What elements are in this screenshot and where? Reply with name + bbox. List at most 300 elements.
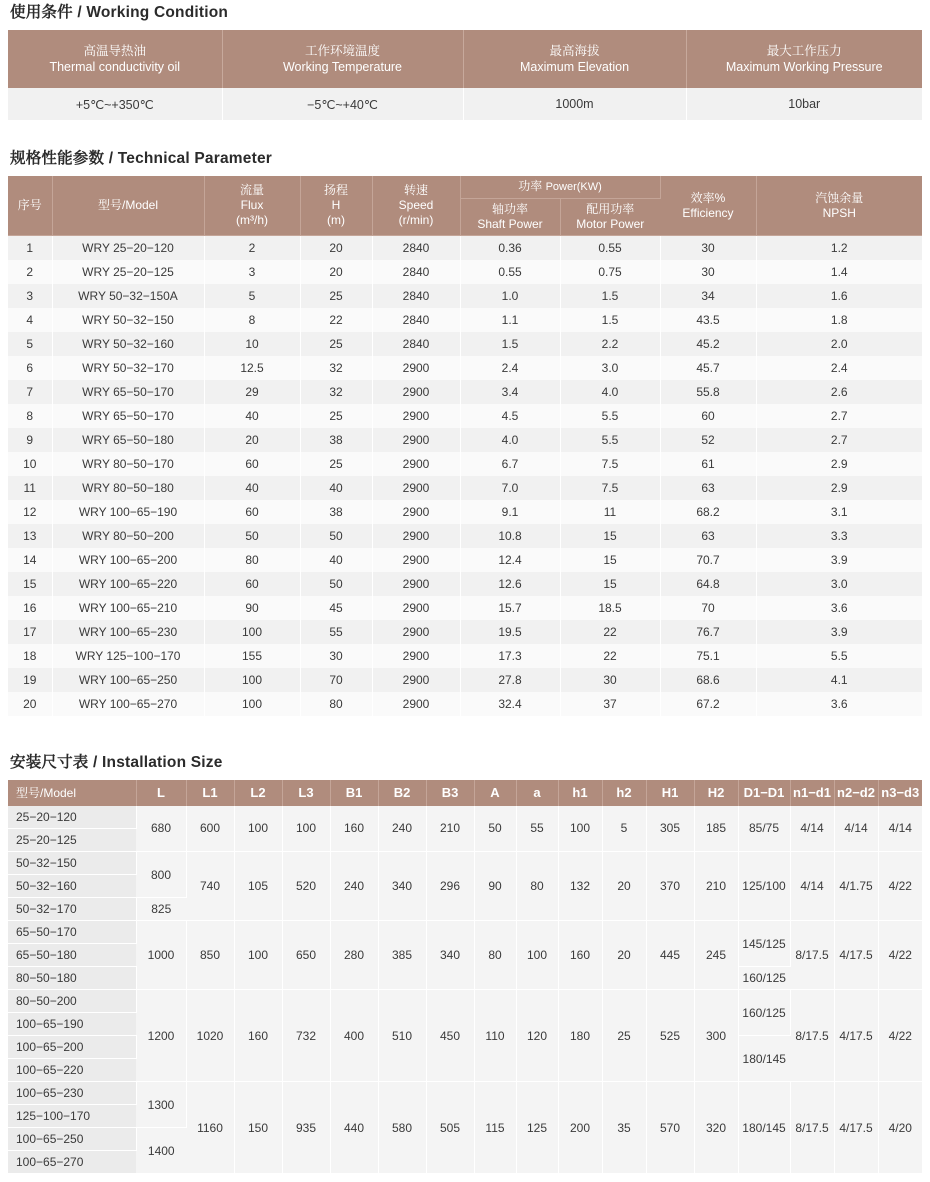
tp-cell-shaft: 1.5	[460, 332, 560, 356]
tp-cell-model: WRY 100−65−220	[52, 572, 204, 596]
tp-cell-flux: 8	[204, 308, 300, 332]
tp-cell-motor: 1.5	[560, 284, 660, 308]
tp-cell-speed: 2840	[372, 260, 460, 284]
tp-cell-head: 40	[300, 548, 372, 572]
tp-cell-motor: 15	[560, 548, 660, 572]
tp-cell-eff: 70	[660, 596, 756, 620]
is-cell-model: 65−50−170	[8, 921, 136, 944]
tp-cell-eff: 45.7	[660, 356, 756, 380]
tp-cell-model: WRY 100−65−190	[52, 500, 204, 524]
tp-cell-no: 15	[8, 572, 52, 596]
table-row	[8, 668, 922, 692]
tp-cell-model: WRY 80−50−200	[52, 524, 204, 548]
working-condition-title-en: / Working Condition	[77, 4, 229, 21]
is-header-l1: L1	[186, 780, 234, 806]
is-cell-L1: 600	[186, 806, 234, 852]
is-header-b2: B2	[378, 780, 426, 806]
tp-header-head	[300, 176, 372, 236]
table-row	[8, 1082, 922, 1105]
is-cell-D1: 125/100	[738, 852, 790, 921]
tp-cell-eff: 30	[660, 260, 756, 284]
tp-cell-model: WRY 100−65−210	[52, 596, 204, 620]
is-cell-model: 25−20−125	[8, 829, 136, 852]
tp-cell-npsh: 2.6	[756, 380, 922, 404]
is-cell-model: 25−20−120	[8, 806, 136, 829]
tp-cell-head: 70	[300, 668, 372, 692]
tp-header-power-group	[460, 176, 660, 199]
tp-cell-head: 32	[300, 380, 372, 404]
is-cell-L1: 740	[186, 852, 234, 921]
is-header-n3-d3: n3−d3	[878, 780, 922, 806]
is-cell-D1: 180/145	[738, 1036, 790, 1082]
tp-cell-speed: 2840	[372, 308, 460, 332]
table-row	[8, 404, 922, 428]
technical-parameter-title-en: / Technical Parameter	[108, 150, 273, 167]
tp-cell-shaft: 15.7	[460, 596, 560, 620]
is-cell-n3: 4/22	[878, 990, 922, 1082]
tp-cell-shaft: 32.4	[460, 692, 560, 716]
is-cell-L2: 160	[234, 990, 282, 1082]
tp-cell-motor: 30	[560, 668, 660, 692]
wc-header-cn: 最大工作压力	[766, 44, 842, 58]
tp-cell-motor: 15	[560, 524, 660, 548]
tp-cell-shaft: 0.55	[460, 260, 560, 284]
tp-cell-no: 5	[8, 332, 52, 356]
is-cell-B1: 400	[330, 990, 378, 1082]
is-cell-n3: 4/14	[878, 806, 922, 852]
tp-cell-model: WRY 25−20−120	[52, 236, 204, 260]
tp-cell-npsh: 3.3	[756, 524, 922, 548]
tp-cell-eff: 55.8	[660, 380, 756, 404]
is-cell-D1: 160/125	[738, 967, 790, 990]
tp-cell-head: 25	[300, 284, 372, 308]
is-cell-model: 50−32−170	[8, 898, 136, 921]
tp-header-npsh-en: NPSH	[822, 205, 856, 220]
tp-cell-model: WRY 50−32−150A	[52, 284, 204, 308]
tp-cell-speed: 2840	[372, 236, 460, 260]
tp-cell-eff: 61	[660, 452, 756, 476]
tp-header-flux-cn: 流量	[239, 183, 264, 197]
tp-header-speed-unit: (r/min)	[398, 213, 434, 227]
tp-cell-no: 18	[8, 644, 52, 668]
tp-cell-npsh: 5.5	[756, 644, 922, 668]
is-cell-a: 125	[516, 1082, 558, 1174]
wc-value: −5℃~+40℃	[222, 88, 463, 120]
is-cell-h1: 132	[558, 852, 602, 921]
tp-header-shaft-en: Shaft Power	[477, 217, 543, 231]
is-cell-H2: 320	[694, 1082, 738, 1174]
wc-header-en: Maximum Elevation	[519, 60, 630, 74]
is-cell-n3: 4/22	[878, 921, 922, 990]
tp-cell-model: WRY 65−50−170	[52, 380, 204, 404]
tp-cell-no: 12	[8, 500, 52, 524]
tp-header-flux	[204, 176, 300, 236]
tp-header-npsh-cn: 汽蚀余量	[815, 190, 864, 205]
wc-header-cell	[686, 30, 922, 88]
tp-header-npsh	[756, 176, 922, 236]
tp-cell-no: 3	[8, 284, 52, 308]
tp-cell-npsh: 2.9	[756, 476, 922, 500]
is-cell-B1: 280	[330, 921, 378, 990]
tp-cell-flux: 90	[204, 596, 300, 620]
tp-cell-npsh: 1.2	[756, 236, 922, 260]
is-cell-B3: 340	[426, 921, 474, 990]
tp-cell-eff: 76.7	[660, 620, 756, 644]
is-cell-L2: 150	[234, 1082, 282, 1174]
is-cell-B2: 240	[378, 806, 426, 852]
installation-size-body	[8, 806, 922, 1174]
is-cell-B1: 440	[330, 1082, 378, 1174]
tp-cell-flux: 100	[204, 692, 300, 716]
tp-cell-motor: 0.55	[560, 236, 660, 260]
is-cell-model: 50−32−160	[8, 875, 136, 898]
tp-header-motor-cn: 配用功率	[586, 202, 635, 216]
is-cell-L: 800	[136, 852, 186, 898]
tp-cell-model: WRY 50−32−170	[52, 356, 204, 380]
tp-cell-shaft: 19.5	[460, 620, 560, 644]
is-cell-L: 680	[136, 806, 186, 852]
is-cell-B2: 385	[378, 921, 426, 990]
tp-cell-eff: 67.2	[660, 692, 756, 716]
table-row	[8, 88, 922, 120]
tp-cell-shaft: 12.6	[460, 572, 560, 596]
tp-cell-model: WRY 100−65−200	[52, 548, 204, 572]
tp-cell-speed: 2900	[372, 668, 460, 692]
tp-cell-flux: 5	[204, 284, 300, 308]
table-row	[8, 692, 922, 716]
table-row	[8, 284, 922, 308]
table-row	[8, 620, 922, 644]
is-cell-L1: 1160	[186, 1082, 234, 1174]
tp-cell-shaft: 4.0	[460, 428, 560, 452]
is-cell-L: 1200	[136, 990, 186, 1082]
installation-size-title-cn: 安装尺寸表	[10, 753, 89, 771]
is-cell-n2: 4/14	[834, 806, 878, 852]
is-cell-L3: 935	[282, 1082, 330, 1174]
is-cell-model: 100−65−230	[8, 1082, 136, 1105]
tp-cell-shaft: 0.36	[460, 236, 560, 260]
tp-cell-shaft: 17.3	[460, 644, 560, 668]
is-cell-n1: 8/17.5	[790, 990, 834, 1082]
tp-cell-speed: 2900	[372, 404, 460, 428]
tp-cell-no: 4	[8, 308, 52, 332]
is-header-l3: L3	[282, 780, 330, 806]
tp-cell-npsh: 2.0	[756, 332, 922, 356]
tp-cell-eff: 68.2	[660, 500, 756, 524]
wc-value: 1000m	[463, 88, 686, 120]
installation-size-table	[8, 780, 922, 1175]
tp-cell-no: 14	[8, 548, 52, 572]
tp-cell-shaft: 27.8	[460, 668, 560, 692]
tp-cell-head: 50	[300, 524, 372, 548]
tp-cell-eff: 45.2	[660, 332, 756, 356]
tp-cell-npsh: 1.8	[756, 308, 922, 332]
technical-parameter-title-cn: 规格性能参数	[10, 150, 105, 167]
is-header-l: L	[136, 780, 186, 806]
tp-cell-flux: 29	[204, 380, 300, 404]
is-cell-H2: 210	[694, 852, 738, 921]
tp-cell-model: WRY 65−50−180	[52, 428, 204, 452]
tp-cell-shaft: 7.0	[460, 476, 560, 500]
is-cell-D1: 180/145	[738, 1082, 790, 1174]
wc-header-en: Thermal conductivity oil	[49, 60, 181, 74]
is-cell-n2: 4/17.5	[834, 1082, 878, 1174]
is-header-a: a	[516, 780, 558, 806]
tp-header-power-en: Power(KW)	[545, 181, 602, 193]
tp-cell-motor: 11	[560, 500, 660, 524]
tp-cell-motor: 5.5	[560, 428, 660, 452]
is-cell-B2: 580	[378, 1082, 426, 1174]
tp-cell-flux: 40	[204, 476, 300, 500]
tp-cell-no: 1	[8, 236, 52, 260]
tp-header-flux-unit: (m³/h)	[236, 213, 268, 227]
tp-cell-model: WRY 80−50−180	[52, 476, 204, 500]
is-cell-L3: 520	[282, 852, 330, 921]
is-cell-A: 90	[474, 852, 516, 921]
table-header-row	[8, 30, 922, 88]
is-cell-h1: 200	[558, 1082, 602, 1174]
is-cell-L3: 100	[282, 806, 330, 852]
is-cell-H1: 525	[646, 990, 694, 1082]
is-cell-model: 100−65−250	[8, 1128, 136, 1151]
tp-cell-npsh: 4.1	[756, 668, 922, 692]
wc-header-cn: 高温导热油	[83, 44, 146, 58]
tp-cell-no: 11	[8, 476, 52, 500]
tp-cell-npsh: 3.0	[756, 572, 922, 596]
tp-cell-head: 25	[300, 452, 372, 476]
is-header-model: 型号/Model	[8, 780, 136, 806]
wc-header-cell	[463, 30, 686, 88]
tp-cell-flux: 60	[204, 452, 300, 476]
tp-cell-no: 6	[8, 356, 52, 380]
tp-cell-speed: 2900	[372, 644, 460, 668]
tp-cell-flux: 40	[204, 404, 300, 428]
tp-cell-motor: 7.5	[560, 476, 660, 500]
table-row	[8, 644, 922, 668]
is-header-b1: B1	[330, 780, 378, 806]
tp-cell-motor: 5.5	[560, 404, 660, 428]
is-cell-A: 50	[474, 806, 516, 852]
is-cell-B1: 160	[330, 806, 378, 852]
is-cell-h2: 35	[602, 1082, 646, 1174]
is-cell-L2: 100	[234, 921, 282, 990]
tp-cell-npsh: 3.1	[756, 500, 922, 524]
tp-cell-no: 17	[8, 620, 52, 644]
wc-value: +5℃~+350℃	[8, 88, 222, 120]
tp-cell-model: WRY 125−100−170	[52, 644, 204, 668]
is-cell-L3: 650	[282, 921, 330, 990]
is-cell-B3: 450	[426, 990, 474, 1082]
tp-cell-motor: 22	[560, 644, 660, 668]
tp-cell-speed: 2840	[372, 332, 460, 356]
is-cell-B3: 505	[426, 1082, 474, 1174]
tp-cell-speed: 2900	[372, 524, 460, 548]
tp-cell-head: 25	[300, 404, 372, 428]
tp-cell-speed: 2900	[372, 500, 460, 524]
is-cell-n3: 4/20	[878, 1082, 922, 1174]
is-cell-B2: 340	[378, 852, 426, 921]
tp-header-motor-power	[560, 199, 660, 236]
table-header-row	[8, 780, 922, 806]
tp-cell-eff: 68.6	[660, 668, 756, 692]
tp-cell-head: 38	[300, 500, 372, 524]
tp-header-motor-en: Motor Power	[576, 217, 645, 231]
tp-cell-speed: 2900	[372, 476, 460, 500]
installation-size-title	[10, 750, 922, 772]
is-cell-model: 65−50−180	[8, 944, 136, 967]
table-row	[8, 572, 922, 596]
tp-cell-flux: 2	[204, 236, 300, 260]
is-cell-model: 100−65−200	[8, 1036, 136, 1059]
tp-cell-eff: 75.1	[660, 644, 756, 668]
table-row	[8, 236, 922, 260]
is-cell-h2: 20	[602, 852, 646, 921]
is-cell-D1: 85/75	[738, 806, 790, 852]
is-header-a: A	[474, 780, 516, 806]
tp-cell-flux: 100	[204, 620, 300, 644]
is-cell-model: 100−65−220	[8, 1059, 136, 1082]
table-row	[8, 596, 922, 620]
is-cell-a: 100	[516, 921, 558, 990]
wc-header-en: Working Temperature	[282, 60, 403, 74]
is-cell-H1: 445	[646, 921, 694, 990]
is-cell-model: 50−32−150	[8, 852, 136, 875]
tp-cell-flux: 60	[204, 500, 300, 524]
is-cell-model: 100−65−270	[8, 1151, 136, 1174]
tp-cell-head: 45	[300, 596, 372, 620]
tp-cell-npsh: 2.4	[756, 356, 922, 380]
wc-header-cn: 工作环境温度	[304, 44, 380, 58]
tp-header-no: 序号	[8, 176, 52, 236]
tp-cell-no: 8	[8, 404, 52, 428]
tp-cell-speed: 2900	[372, 572, 460, 596]
tp-cell-speed: 2900	[372, 356, 460, 380]
tp-cell-no: 7	[8, 380, 52, 404]
tp-header-speed	[372, 176, 460, 236]
tp-cell-shaft: 10.8	[460, 524, 560, 548]
tp-cell-eff: 43.5	[660, 308, 756, 332]
wc-header-cell	[222, 30, 463, 88]
tp-cell-no: 10	[8, 452, 52, 476]
tp-cell-no: 20	[8, 692, 52, 716]
tp-cell-motor: 7.5	[560, 452, 660, 476]
tp-cell-shaft: 4.5	[460, 404, 560, 428]
tp-cell-npsh: 3.9	[756, 548, 922, 572]
tp-cell-no: 9	[8, 428, 52, 452]
tp-cell-eff: 52	[660, 428, 756, 452]
table-row	[8, 332, 922, 356]
tp-cell-model: WRY 25−20−125	[52, 260, 204, 284]
tp-cell-flux: 10	[204, 332, 300, 356]
technical-parameter-title	[10, 146, 922, 168]
table-row	[8, 548, 922, 572]
tp-cell-flux: 100	[204, 668, 300, 692]
is-cell-model: 80−50−180	[8, 967, 136, 990]
is-header-n1-d1: n1−d1	[790, 780, 834, 806]
tp-cell-flux: 155	[204, 644, 300, 668]
tp-cell-speed: 2900	[372, 692, 460, 716]
is-header-d1-d1: D1−D1	[738, 780, 790, 806]
table-row	[8, 921, 922, 944]
tp-cell-model: WRY 50−32−150	[52, 308, 204, 332]
tp-cell-shaft: 1.0	[460, 284, 560, 308]
tp-cell-head: 40	[300, 476, 372, 500]
tp-cell-speed: 2900	[372, 428, 460, 452]
is-cell-model: 125−100−170	[8, 1105, 136, 1128]
is-cell-n1: 8/17.5	[790, 921, 834, 990]
tp-header-head-cn: 扬程	[323, 183, 348, 197]
is-cell-h2: 20	[602, 921, 646, 990]
is-cell-H1: 370	[646, 852, 694, 921]
is-cell-L1: 1020	[186, 990, 234, 1082]
tp-cell-flux: 60	[204, 572, 300, 596]
is-cell-L: 825	[136, 898, 186, 921]
tp-cell-no: 16	[8, 596, 52, 620]
tp-cell-speed: 2840	[372, 284, 460, 308]
tp-cell-model: WRY 50−32−160	[52, 332, 204, 356]
tp-header-speed-cn: 转速	[403, 183, 428, 197]
tp-header-shaft-power	[460, 199, 560, 236]
tp-header-head-en: H	[331, 198, 341, 212]
tp-cell-npsh: 2.7	[756, 428, 922, 452]
tp-cell-npsh: 2.9	[756, 452, 922, 476]
tp-header-model: 型号/Model	[52, 176, 204, 236]
is-cell-a: 55	[516, 806, 558, 852]
tp-cell-eff: 63	[660, 476, 756, 500]
is-cell-h1: 160	[558, 921, 602, 990]
table-row	[8, 806, 922, 829]
is-cell-n1: 4/14	[790, 852, 834, 921]
tp-cell-npsh: 3.9	[756, 620, 922, 644]
tp-cell-flux: 50	[204, 524, 300, 548]
tp-cell-shaft: 6.7	[460, 452, 560, 476]
tp-cell-motor: 18.5	[560, 596, 660, 620]
table-header-row	[8, 176, 922, 199]
tp-cell-model: WRY 100−65−270	[52, 692, 204, 716]
table-row	[8, 990, 922, 1013]
wc-header-en: Maximum Working Pressure	[725, 60, 883, 74]
is-cell-a: 120	[516, 990, 558, 1082]
tp-cell-npsh: 3.6	[756, 596, 922, 620]
is-cell-A: 115	[474, 1082, 516, 1174]
working-condition-table	[8, 30, 922, 120]
tp-cell-eff: 64.8	[660, 572, 756, 596]
tp-cell-model: WRY 100−65−230	[52, 620, 204, 644]
tp-cell-model: WRY 80−50−170	[52, 452, 204, 476]
tp-cell-head: 80	[300, 692, 372, 716]
tp-cell-flux: 80	[204, 548, 300, 572]
tp-header-shaft-cn: 轴功率	[491, 202, 528, 216]
is-cell-L: 1300	[136, 1082, 186, 1128]
table-row	[8, 428, 922, 452]
is-cell-n1: 8/17.5	[790, 1082, 834, 1174]
is-cell-n1: 4/14	[790, 806, 834, 852]
tp-cell-flux: 20	[204, 428, 300, 452]
tp-cell-eff: 30	[660, 236, 756, 260]
tp-cell-motor: 0.75	[560, 260, 660, 284]
is-cell-A: 80	[474, 921, 516, 990]
tp-cell-head: 20	[300, 236, 372, 260]
tp-cell-head: 38	[300, 428, 372, 452]
is-cell-H1: 570	[646, 1082, 694, 1174]
tp-cell-no: 19	[8, 668, 52, 692]
is-cell-L: 1400	[136, 1128, 186, 1174]
wc-header-cell	[8, 30, 222, 88]
tp-cell-eff: 63	[660, 524, 756, 548]
tp-cell-motor: 1.5	[560, 308, 660, 332]
is-cell-L1: 850	[186, 921, 234, 990]
tp-header-head-unit: (m)	[327, 213, 345, 227]
